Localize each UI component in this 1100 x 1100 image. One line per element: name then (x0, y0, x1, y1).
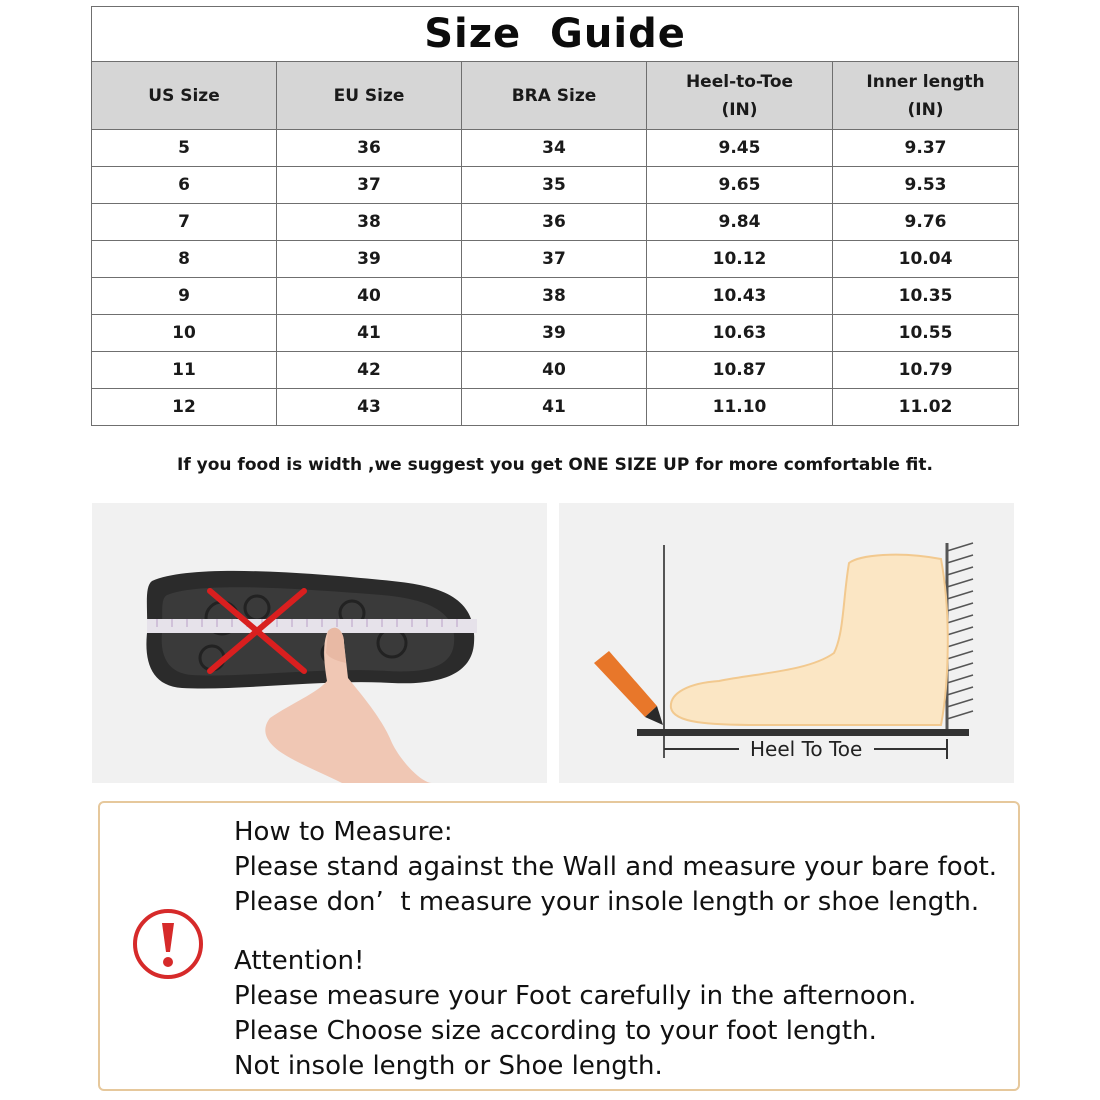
foot-measure-illustration (559, 503, 1014, 783)
fit-note: If you food is width ,we suggest you get ONE SIZE UP for more comfortable fit. (177, 455, 933, 475)
attention-line: Not insole length or Shoe length. (234, 1051, 663, 1081)
column-header-bra-size: BRA Size (462, 62, 647, 130)
cell-us-size: 7 (92, 204, 277, 241)
cell-eu-size: 38 (277, 204, 462, 241)
cell-heel-to-toe: 9.84 (647, 204, 833, 241)
attention-line: Please measure your Foot carefully in the afternoon. (234, 981, 917, 1011)
table-row (92, 278, 1019, 315)
measure-instructions-box (98, 801, 1020, 1091)
column-header-heel-to-toe: Heel-to-Toe (IN) (647, 62, 833, 130)
cell-inner-length: 10.55 (833, 315, 1019, 352)
cell-bra-size: 39 (462, 315, 647, 352)
cell-bra-size: 41 (462, 389, 647, 426)
column-header-us-size: US Size (92, 62, 277, 130)
cell-inner-length: 10.35 (833, 278, 1019, 315)
cell-heel-to-toe: 10.63 (647, 315, 833, 352)
cell-bra-size: 35 (462, 167, 647, 204)
column-header-inner-length: Inner length (IN) (833, 62, 1019, 130)
cell-inner-length: 11.02 (833, 389, 1019, 426)
cell-inner-length: 9.76 (833, 204, 1019, 241)
attention-section (234, 944, 916, 1084)
cell-bra-size: 36 (462, 204, 647, 241)
table-row (92, 204, 1019, 241)
cell-eu-size: 40 (277, 278, 462, 315)
cell-inner-length: 10.79 (833, 352, 1019, 389)
column-header-eu-size: EU Size (277, 62, 462, 130)
cell-heel-to-toe: 10.87 (647, 352, 833, 389)
instruction-line: Please don’ t measure your insole length or shoe length. (234, 887, 980, 917)
cell-eu-size: 42 (277, 352, 462, 389)
table-row (92, 389, 1019, 426)
cell-heel-to-toe: 11.10 (647, 389, 833, 426)
cell-eu-size: 39 (277, 241, 462, 278)
cell-heel-to-toe: 9.65 (647, 167, 833, 204)
cell-bra-size: 40 (462, 352, 647, 389)
cell-heel-to-toe: 9.45 (647, 130, 833, 167)
cell-us-size: 10 (92, 315, 277, 352)
table-row (92, 352, 1019, 389)
cell-heel-to-toe: 10.43 (647, 278, 833, 315)
cell-us-size: 9 (92, 278, 277, 315)
cell-eu-size: 37 (277, 167, 462, 204)
table-row (92, 315, 1019, 352)
instruction-line: Please stand against the Wall and measure your bare foot. (234, 852, 998, 882)
cell-us-size: 5 (92, 130, 277, 167)
cell-inner-length: 9.37 (833, 130, 1019, 167)
measuring-tape-icon (147, 619, 477, 633)
cell-bra-size: 37 (462, 241, 647, 278)
cell-us-size: 11 (92, 352, 277, 389)
table-row (92, 130, 1019, 167)
attention-line: Please Choose size according to your foot length. (234, 1016, 877, 1046)
cell-inner-length: 9.53 (833, 167, 1019, 204)
cell-us-size: 8 (92, 241, 277, 278)
warning-icon (130, 906, 206, 982)
table-row (92, 241, 1019, 278)
insole-measure-image (92, 503, 547, 783)
cell-bra-size: 34 (462, 130, 647, 167)
page-title: Size Guide (92, 7, 1019, 62)
table-header-row (92, 62, 1019, 130)
attention-heading: Attention! (234, 946, 365, 976)
how-to-measure-section (234, 815, 997, 920)
insole-illustration (92, 503, 547, 783)
cell-us-size: 6 (92, 167, 277, 204)
cell-bra-size: 38 (462, 278, 647, 315)
size-guide-table (91, 6, 1019, 426)
table-row (92, 167, 1019, 204)
cell-inner-length: 10.04 (833, 241, 1019, 278)
heel-to-toe-label: Heel To Toe (746, 737, 866, 761)
cell-heel-to-toe: 10.12 (647, 241, 833, 278)
cell-eu-size: 43 (277, 389, 462, 426)
pencil-icon (594, 651, 663, 725)
cell-us-size: 12 (92, 389, 277, 426)
how-to-measure-heading: How to Measure: (234, 817, 453, 847)
cell-eu-size: 36 (277, 130, 462, 167)
cell-eu-size: 41 (277, 315, 462, 352)
